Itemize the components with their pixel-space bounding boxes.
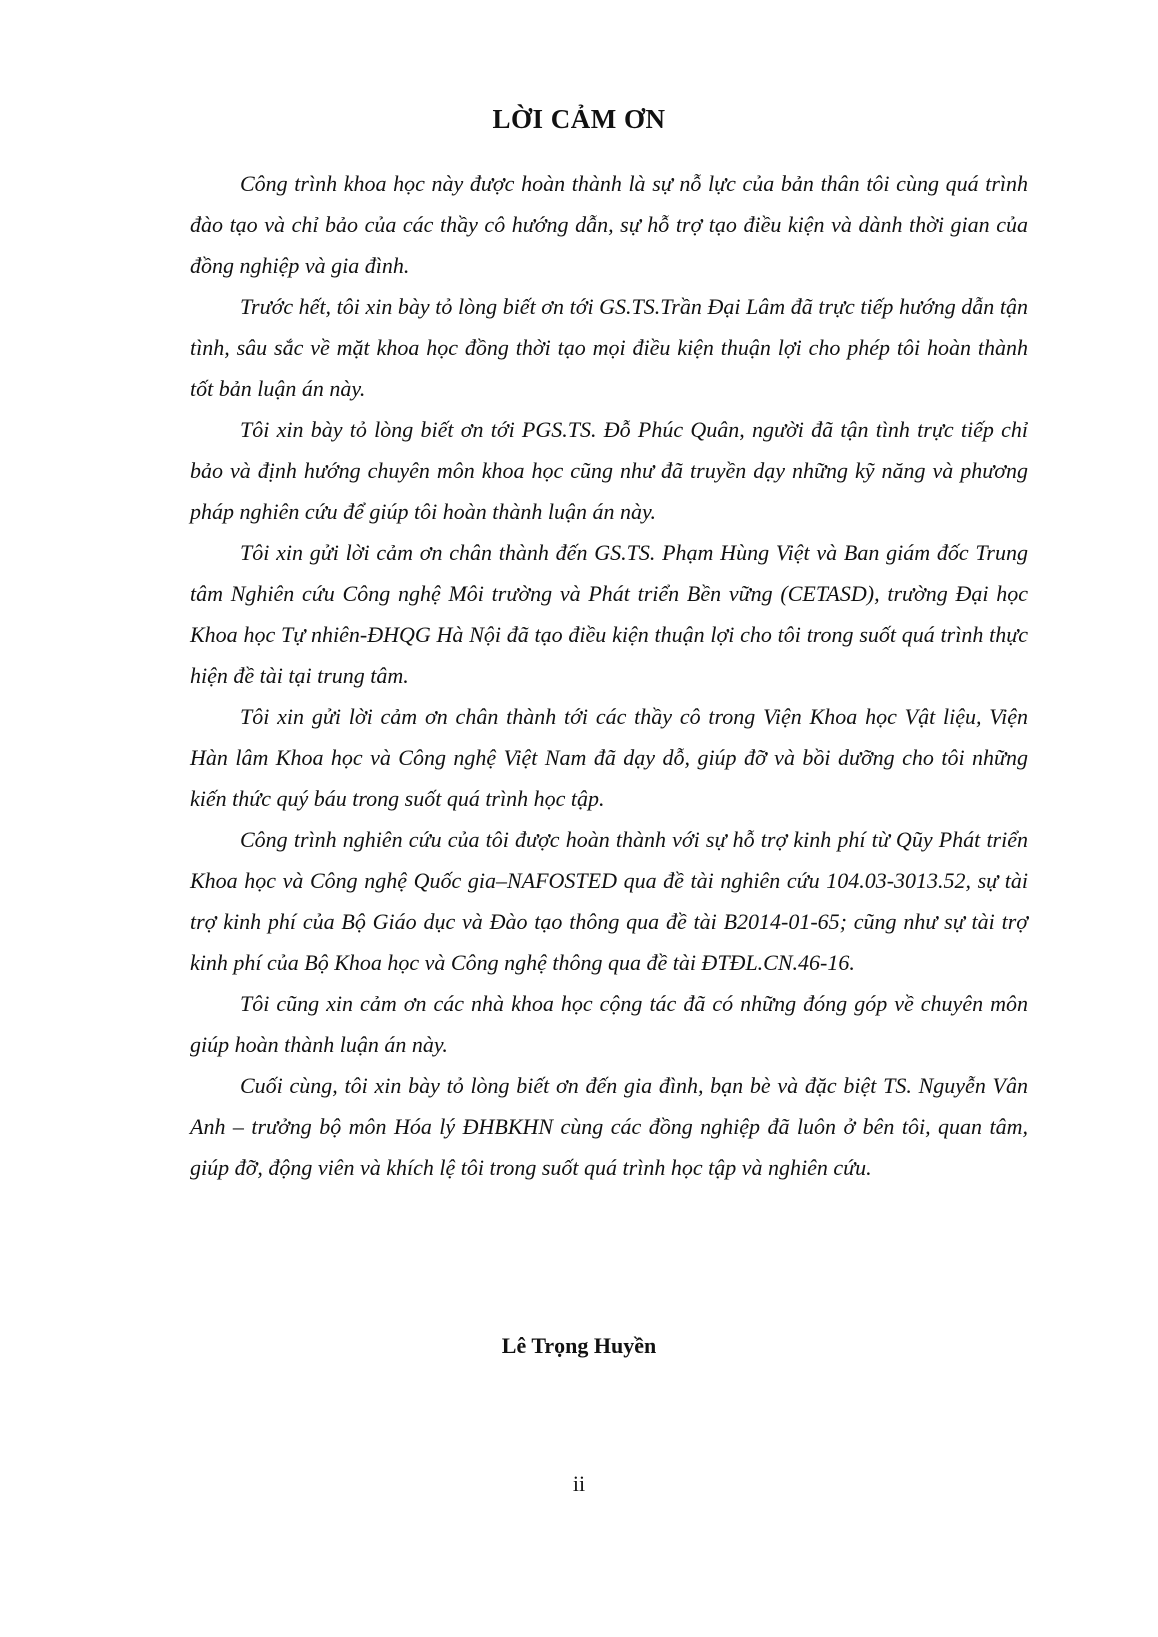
page-number: ii xyxy=(572,1471,586,1496)
paragraph-3: Tôi xin bày tỏ lòng biết ơn tới PGS.TS. Đỗ Phúc Quân, người đã tận tình trực tiếp chỉ bảo và định hướng chuyên môn khoa học cũng như đã truyền dạy những kỹ năng và phương pháp nghiên cứu để giúp tôi hoàn thành luận án này. xyxy=(190,417,1028,524)
paragraph-6: Công trình nghiên cứu của tôi được hoàn thành với sự hỗ trợ kinh phí từ Qũy Phát triển Khoa học và Công nghệ Quốc gia–NAFOSTED qua đề tài nghiên cứu 104.03-3013.52, sự tài trợ kinh phí của Bộ Giáo dục và Đào tạo thông qua đề tài B2014-01-65; cũng như sự tài trợ kinh phí của Bộ Khoa học và Công nghệ thông qua đề tài ĐTĐL.CN.46-16. xyxy=(190,827,1028,975)
author-signature: Lê Trọng Huyền xyxy=(501,1333,657,1358)
paragraph-7: Tôi cũng xin cảm ơn các nhà khoa học cộng tác đã có những đóng góp về chuyên môn giúp hoàn thành luận án này. xyxy=(190,991,1028,1057)
page-title: LỜI CẢM ƠN xyxy=(492,104,666,134)
paragraph-8: Cuối cùng, tôi xin bày tỏ lòng biết ơn đến gia đình, bạn bè và đặc biệt TS. Nguyễn Vân Anh – trưởng bộ môn Hóa lý ĐHBKHN cùng các đồng nghiệp đã luôn ở bên tôi, quan tâm, giúp đỡ, động viên và khích lệ tôi trong suốt quá trình học tập và nghiên cứu. xyxy=(190,1073,1028,1180)
paragraph-1: Công trình khoa học này được hoàn thành là sự nỗ lực của bản thân tôi cùng quá trình đào tạo và chỉ bảo của các thầy cô hướng dẫn, sự hỗ trợ tạo điều kiện và dành thời gian của đồng nghiệp và gia đình. xyxy=(190,171,1028,278)
paragraph-5: Tôi xin gửi lời cảm ơn chân thành tới các thầy cô trong Viện Khoa học Vật liệu, Viện Hàn lâm Khoa học và Công nghệ Việt Nam đã dạy dỗ, giúp đỡ và bồi dưỡng cho tôi những kiến thức quý báu trong suốt quá trình học tập. xyxy=(190,704,1028,811)
paragraph-2: Trước hết, tôi xin bày tỏ lòng biết ơn tới GS.TS.Trần Đại Lâm đã trực tiếp hướng dẫn tận tình, sâu sắc về mặt khoa học đồng thời tạo mọi điều kiện thuận lợi cho phép tôi hoàn thành tốt bản luận án này. xyxy=(190,294,1028,401)
acknowledgement-body xyxy=(190,163,1028,1188)
paragraph-4: Tôi xin gửi lời cảm ơn chân thành đến GS.TS. Phạm Hùng Việt và Ban giám đốc Trung tâm Nghiên cứu Công nghệ Môi trường và Phát triển Bền vững (CETASD), trường Đại học Khoa học Tự nhiên-ĐHQG Hà Nội đã tạo điều kiện thuận lợi cho tôi trong suốt quá trình thực hiện đề tài tại trung tâm. xyxy=(190,540,1028,688)
